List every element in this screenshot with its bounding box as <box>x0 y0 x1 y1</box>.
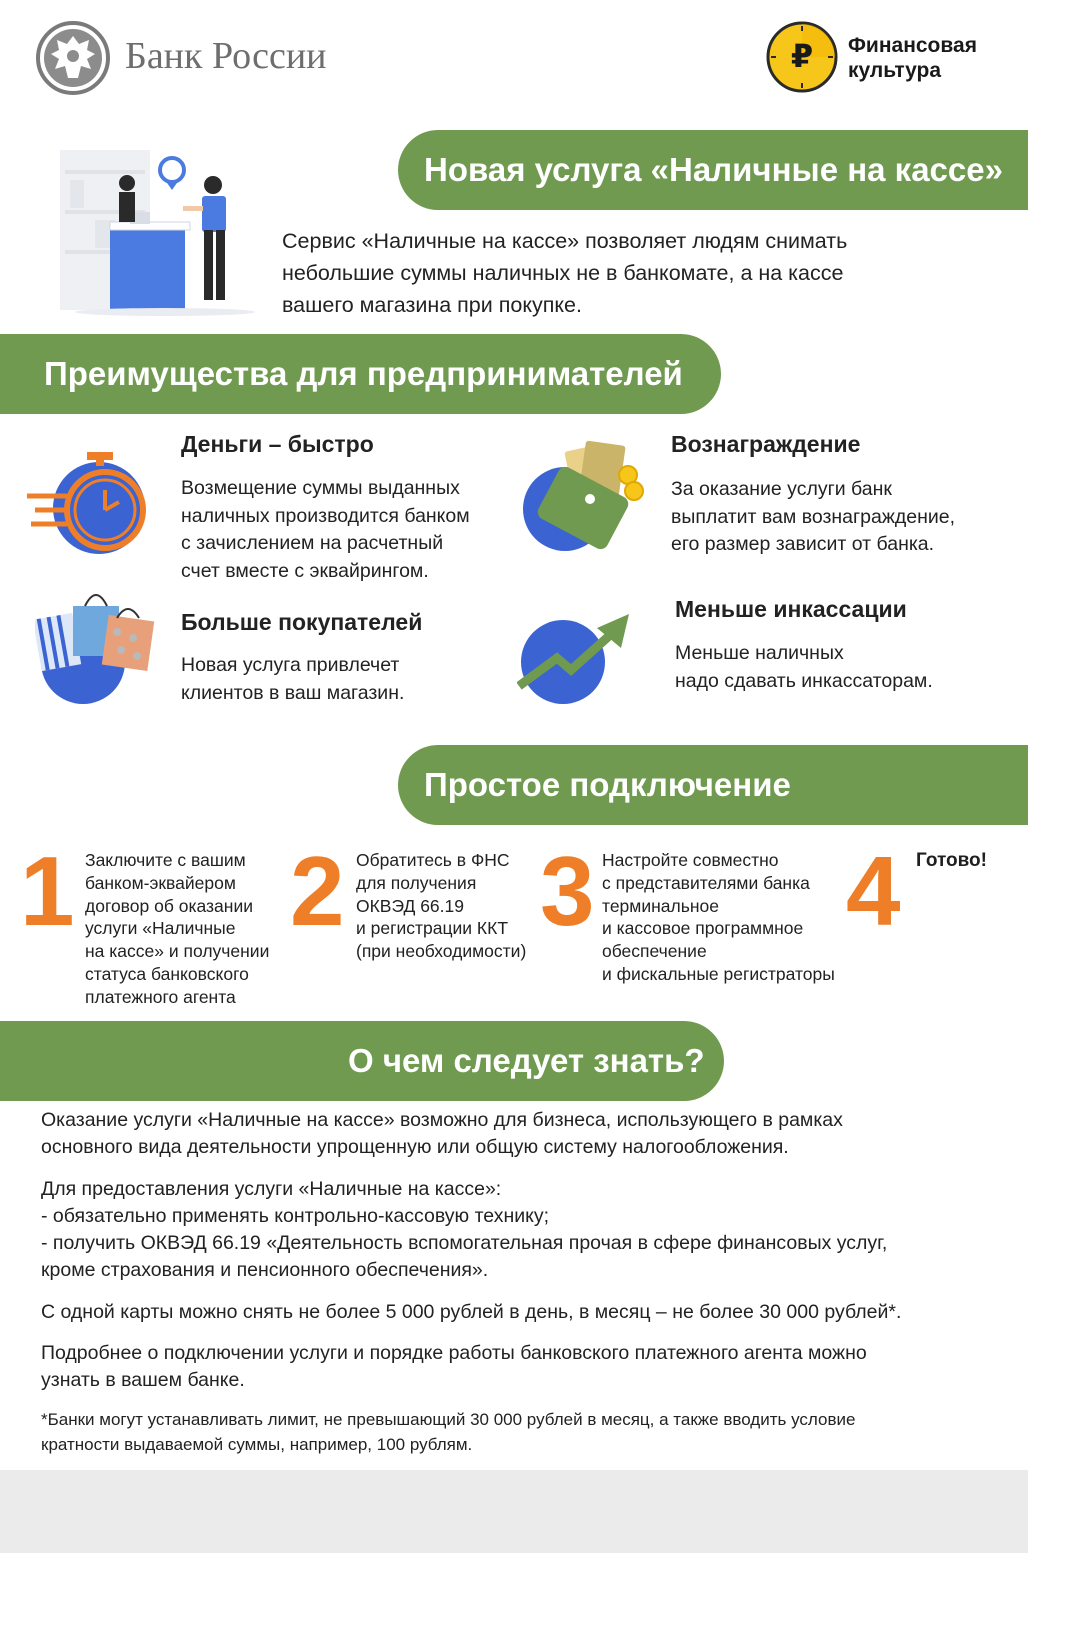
step-text <box>85 849 300 1009</box>
benefit-title: Больше покупателей <box>181 609 423 635</box>
step-line: и регистрации ККТ <box>356 918 509 939</box>
know-banner <box>0 1021 724 1101</box>
step-line: банком-эквайером <box>85 872 236 893</box>
stopwatch-icon <box>27 450 157 560</box>
shopping-bags-icon <box>35 584 165 709</box>
benefit-line: его размер зависит от банка. <box>671 533 935 555</box>
ruble-symbol: ₽ <box>790 38 814 74</box>
know-content <box>41 1107 1001 1457</box>
footnote-line: *Банки могут устанавливать лимит, не превышающий 30 000 рублей в месяц, а также вводить условие <box>41 1409 856 1429</box>
benefit-title: Деньги – быстро <box>181 431 374 457</box>
step-line: ОКВЭД 66.19 <box>356 895 464 916</box>
benefit-line: Новая услуга привлечет <box>181 654 400 676</box>
know-line: - обязательно применять контрольно-кассовую технику; <box>41 1204 550 1227</box>
footnote <box>41 1407 1001 1457</box>
step-line: договор об оказании <box>85 895 254 916</box>
benefit-line: выплатит вам вознаграждение, <box>671 505 956 528</box>
step-number: 1 <box>20 836 75 946</box>
footer-strip <box>0 1553 1028 1568</box>
step-text <box>602 849 852 986</box>
know-banner-title: О чем следует знать? <box>348 1042 705 1079</box>
wallet-icon <box>520 437 660 562</box>
know-line: Оказание услуги «Наличные на кассе» возможно для бизнеса, использующего в рамках <box>41 1109 843 1131</box>
benefit-line: клиентов в ваш магазин. <box>181 681 405 704</box>
know-line: С одной карты можно снять не более 5 000 рублей в день, в месяц – не более 30 000 рублей*. <box>41 1300 902 1323</box>
step-text <box>916 850 987 872</box>
benefit-title: Вознаграждение <box>671 431 861 457</box>
step-line: Готово! <box>916 850 987 871</box>
know-line: Подробнее о подключении услуги и порядке работы банковского платежного агента можно <box>41 1342 867 1365</box>
step-line: Обратитесь в ФНС <box>356 850 510 870</box>
benefit-line: Меньше наличных <box>675 642 844 664</box>
benefit-text <box>181 475 521 585</box>
step-number: 2 <box>290 836 345 946</box>
bank-name: Банк России <box>125 35 327 77</box>
intro-line: Сервис «Наличные на кассе» позволяет людям снимать <box>282 229 848 253</box>
step-line: для получения <box>356 872 477 893</box>
benefit-line: наличных производится банком <box>181 504 470 527</box>
benefit-title: Меньше инкассации <box>675 596 907 622</box>
footnote-line: кратности выдаваемой суммы, например, 100 рублям. <box>41 1434 473 1454</box>
intro-line: небольшие суммы наличных не в банкомате, а на кассе <box>282 261 844 285</box>
step-line: терминальное <box>602 895 719 916</box>
connection-banner-title: Простое подключение <box>424 766 791 803</box>
intro-banner-title: Новая услуга «Наличные на кассе» <box>424 151 1003 188</box>
step-text <box>356 849 556 963</box>
benefit-line: с зачислением на расчетный <box>181 532 444 554</box>
step-line: обеспечение <box>602 941 707 962</box>
benefits-banner <box>0 334 721 414</box>
step-line: платежного агента <box>85 986 236 1007</box>
intro-line: вашего магазина при покупке. <box>282 293 582 317</box>
cashier-illustration <box>55 140 260 320</box>
know-line: Для предоставления услуги «Наличные на кассе»: <box>41 1177 502 1200</box>
step-number: 3 <box>540 836 595 946</box>
benefit-line: Возмещение суммы выданных <box>181 477 460 499</box>
fin-culture-logo <box>766 21 1006 95</box>
know-line: узнать в вашем банке. <box>41 1369 245 1392</box>
step-line: с представителями банка <box>602 872 810 893</box>
know-line: - получить ОКВЭД 66.19 «Деятельность вспомогательная прочая в сфере финансовых услуг, <box>41 1232 888 1255</box>
benefit-line: надо сдавать инкассаторам. <box>675 669 933 692</box>
step-line: Заключите с вашим <box>85 850 246 870</box>
growth-arrow-icon <box>517 610 642 710</box>
benefit-line: За оказание услуги банк <box>671 478 892 500</box>
know-paragraph <box>41 1340 1001 1395</box>
fin-culture-line2: культура <box>848 59 942 82</box>
connection-banner <box>398 745 1028 825</box>
fin-culture-line1: Финансовая <box>848 34 977 57</box>
step-line: на кассе» и получении <box>85 941 270 962</box>
benefits-banner-title: Преимущества для предпринимателей <box>44 355 683 392</box>
bank-logo <box>35 20 335 96</box>
benefit-text <box>675 640 1015 695</box>
intro-text <box>282 225 982 321</box>
know-paragraph <box>41 1299 1001 1326</box>
know-paragraph <box>41 1107 1001 1162</box>
eagle-emblem-icon <box>35 20 111 96</box>
step-line: и фискальные регистраторы <box>602 963 835 984</box>
step-line: услуги «Наличные <box>85 918 236 939</box>
step-line: статуса банковского <box>85 963 249 984</box>
step-line: и кассовое программное <box>602 918 804 939</box>
step-line: Настройте совместно <box>602 850 779 870</box>
benefit-text <box>181 652 521 707</box>
step-number: 4 <box>846 836 901 946</box>
step-line: (при необходимости) <box>356 941 527 962</box>
know-line: кроме страхования и пенсионного обеспечения». <box>41 1259 489 1282</box>
intro-banner <box>398 130 1028 210</box>
know-paragraph <box>41 1176 1001 1285</box>
benefit-text <box>671 476 1011 559</box>
benefit-line: счет вместе с эквайрингом. <box>181 559 429 582</box>
know-line: основного вида деятельности упрощенную или общую систему налогообложения. <box>41 1136 789 1159</box>
